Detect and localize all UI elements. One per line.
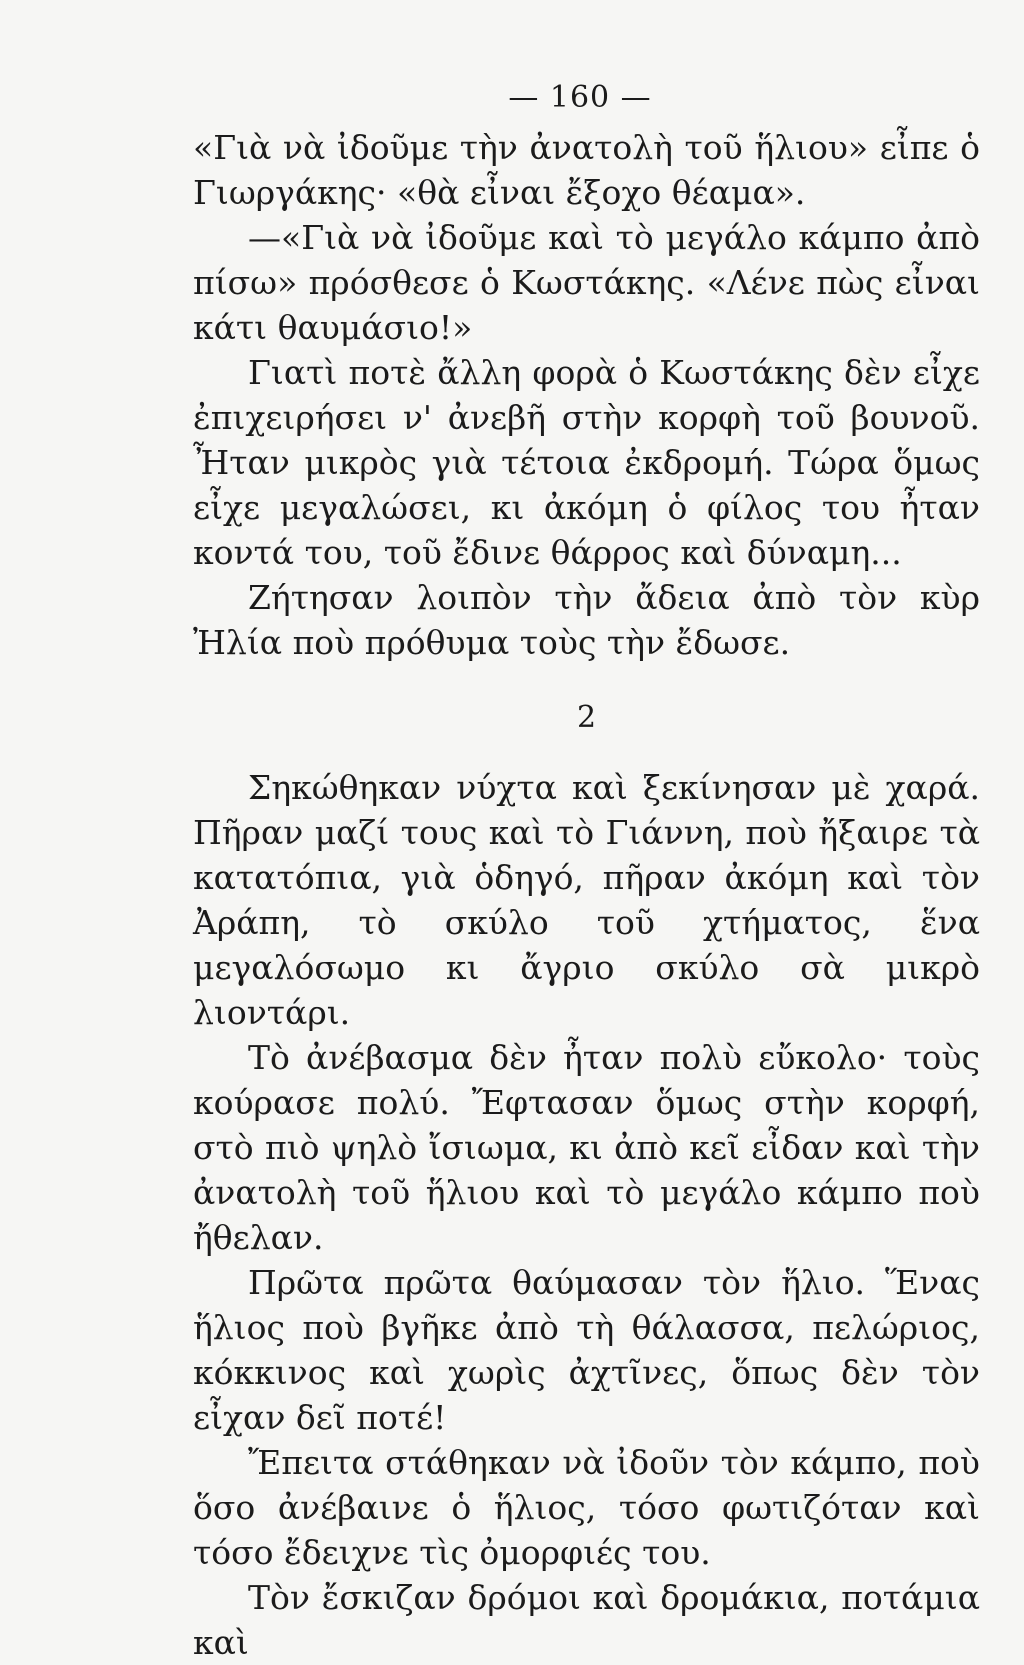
page-number: — 160 — bbox=[508, 80, 652, 115]
paragraph-2: —«Γιὰ νὰ ἰδοῦμε καὶ τὸ μεγάλο κάμπο ἀπὸ πίσω» πρόσθεσε ὁ Κωστάκης. «Λένε πὼς εἶναι κάτι θαυμάσιο!» bbox=[193, 218, 980, 347]
paragraph-3: Γιατὶ ποτὲ ἄλλη φορὰ ὁ Κωστάκης δὲν εἶχε ἐπιχειρήσει ν' ἀνεβῆ στὴν κορφὴ τοῦ βουνοῦ. Ἦταν μικρὸς γιὰ τέτοια ἐκδρομή. Τώρα ὅμως εἶχε μεγαλώσει, κι ἀκόμη ὁ φίλος του ἦταν κοντά του, τοῦ ἔδινε θάρρος καὶ δύναμη... bbox=[193, 353, 980, 572]
paragraph-1: «Γιὰ νὰ ἰδοῦμε τὴν ἀνατολὴ τοῦ ἥλιου» εἶπε ὁ Γιωργάκης· «θὰ εἶναι ἔξοχο θέαμα». bbox=[193, 128, 980, 212]
text-body bbox=[193, 125, 980, 1665]
paragraph-9: Τὸν ἔσκιζαν δρόμοι καὶ δρομάκια, ποτάμια καὶ bbox=[193, 1578, 980, 1662]
paragraph-5: Σηκώθηκαν νύχτα καὶ ξεκίνησαν μὲ χαρά. Πῆραν μαζί τους καὶ τὸ Γιάννη, ποὺ ἤξαιρε τὰ κατατόπια, γιὰ ὁδηγό, πῆραν ἀκόμη καὶ τὸν Ἀράπη, τὸ σκύλο τοῦ χτήματος, ἕνα μεγαλόσωμο κι ἄγριο σκύλο σὰ μικρὸ λιοντάρι. bbox=[193, 768, 980, 1032]
paragraph-7: Πρῶτα πρῶτα θαύμασαν τὸν ἥλιο. Ἕνας ἥλιος ποὺ βγῆκε ἀπὸ τὴ θάλασσα, πελώριος, κόκκινος καὶ χωρὶς ἀχτῖνες, ὅπως δὲν τὸν εἶχαν δεῖ ποτέ! bbox=[193, 1263, 980, 1437]
section-number: 2 bbox=[576, 700, 597, 735]
paragraph-4: Ζήτησαν λοιπὸν τὴν ἄδεια ἀπὸ τὸν κὺρ Ἠλία ποὺ πρόθυμα τοὺς τὴν ἔδωσε. bbox=[193, 578, 980, 662]
paragraph-8: Ἔπειτα στάθηκαν νὰ ἰδοῦν τὸν κάμπο, ποὺ ὅσο ἀνέβαινε ὁ ἥλιος, τόσο φωτιζόταν καὶ τόσο ἔδειχνε τὶς ὀμορφιές του. bbox=[193, 1443, 980, 1572]
paragraph-6: Τὸ ἀνέβασμα δὲν ἦταν πολὺ εὔκολο· τοὺς κούρασε πολύ. Ἔφτασαν ὅμως στὴν κορφή, στὸ πιὸ ψηλὸ ἴσιωμα, κι ἀπὸ κεῖ εἶδαν καὶ τὴν ἀνατολὴ τοῦ ἥλιου καὶ τὸ μεγάλο κάμπο ποὺ ἤθελαν. bbox=[193, 1038, 980, 1257]
